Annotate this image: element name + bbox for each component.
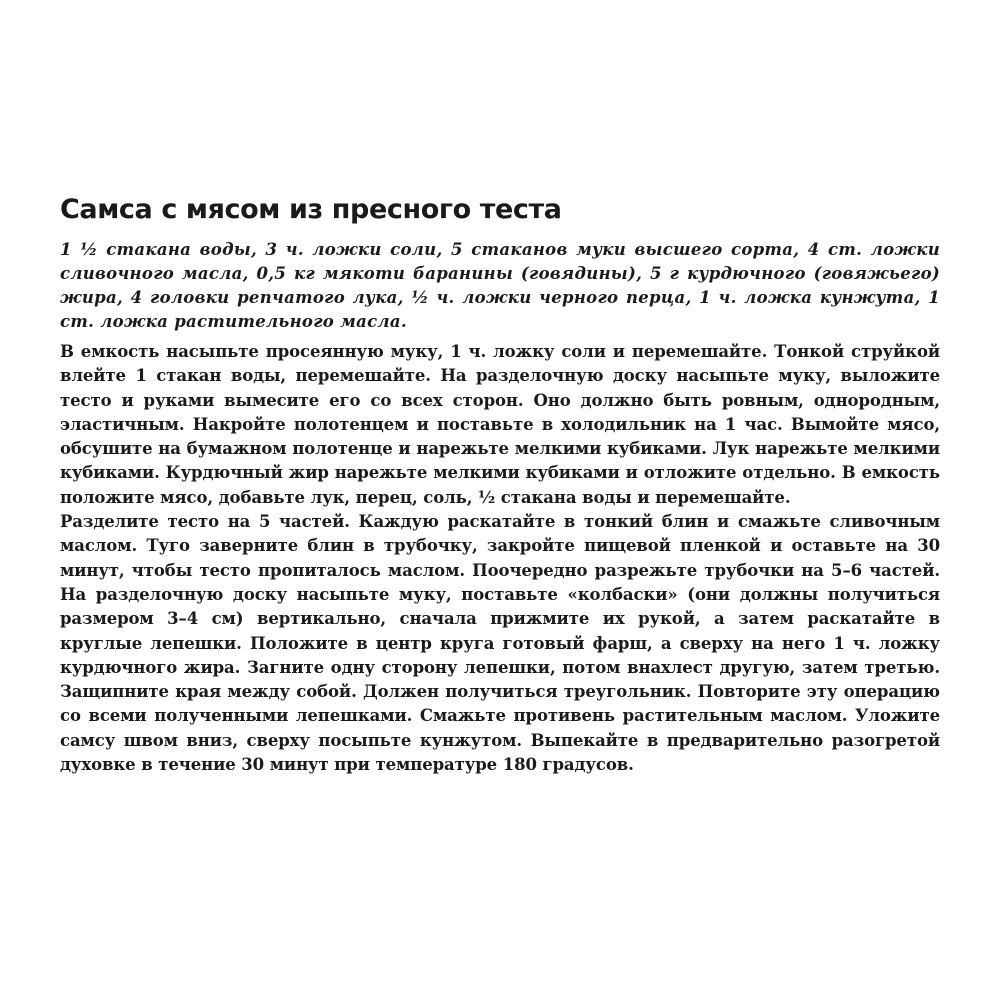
instructions-paragraph-2: Разделите тесто на 5 частей. Каждую раскатайте в тонкий блин и смажьте сливочным маслом. Туго заверните блин в трубочку, закройте пищевой пленкой и оставьте на 30 минут, чтобы тесто пропиталось маслом. Поочередно разрежьте трубочки на 5–6 частей. На разделочную доску насыпьте муку, поставьте «колбаски» (они должны получиться размером 3–4 см) вертикально, сначала прижмите их рукой, а затем раскатайте в круглые лепешки. Положите в центр круга готовый фарш, а сверху на него 1 ч. ложку курдючного жира. Загните одну сторону лепешки, потом внахлест другую, затем третью. Защипните края между собой. Должен получиться треугольник. Повторите эту операцию со всеми полученными лепешками. Смажьте противень растительным маслом. Уложите самсу швом вниз, сверху посыпьте кунжутом. Выпекайте в предварительно разогретой духовке в течение 30 минут при температуре 180 градусов. [60, 512, 940, 775]
ingredients-list: 1 ½ стакана воды, 3 ч. ложки соли, 5 стаканов муки высшего сорта, 4 ст. ложки сливочного масла, 0,5 кг мякоти баранины (говядины), 5 г курдючного (говяжьего) жира, 4 головки репчатого лука, ½ ч. ложки черного перца, 1 ч. ложка кунжута, 1 ст. ложка растительного масла. [60, 240, 940, 331]
recipe-block [60, 190, 940, 777]
recipe-title: Самса с мясом из пресного теста [60, 194, 562, 225]
instructions-paragraph-1: В емкость насыпьте просеянную муку, 1 ч. ложку соли и перемешайте. Тонкой струйкой влейте 1 стакан воды, перемешайте. На разделочную доску насыпьте муку, выложите тесто и руками вымесите его со всех сторон. Оно должно быть ровным, однородным, эластичным. Накройте полотенцем и поставьте в холодильник на 1 час. Вымойте мясо, обсушите на бумажном полотенце и нарежьте мелкими кубиками. Лук нарежьте мелкими кубиками. Курдючный жир нарежьте мелкими кубиками и отложите отдельно. В емкость положите мясо, добавьте лук, перец, соль, ½ стакана воды и перемешайте. [60, 342, 940, 507]
